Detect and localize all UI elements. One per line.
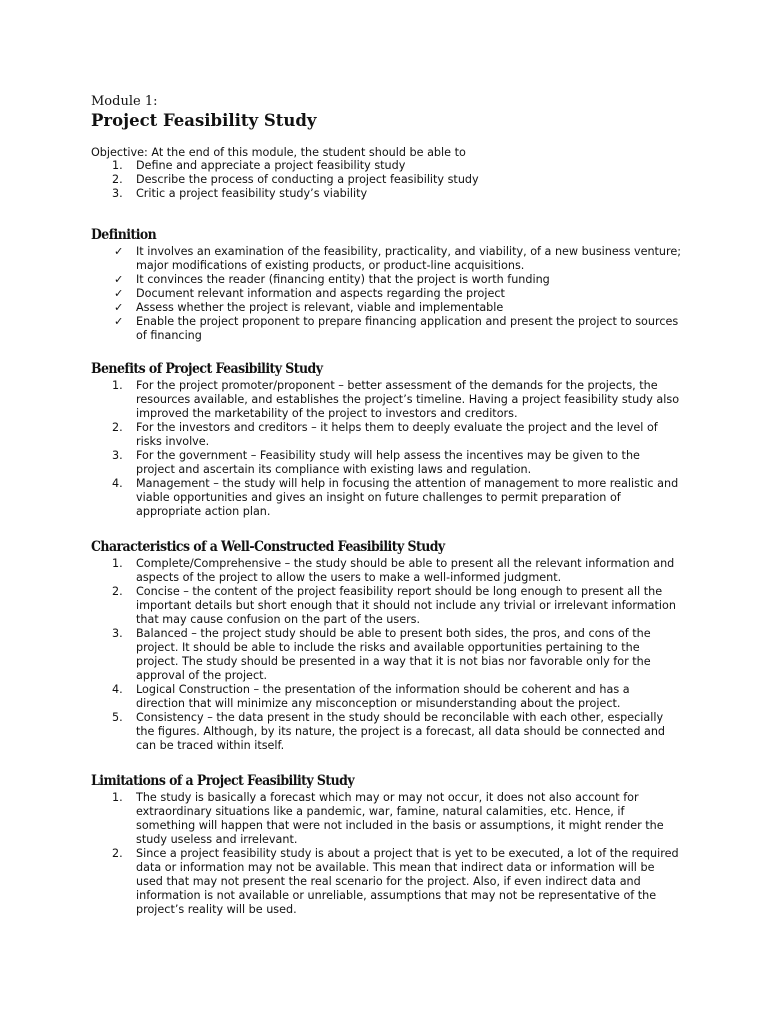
list-item-text: Logical Construction – the presentation of the information should be coherent and has a direction that will minimize any misconception or misunderstanding about the project.	[136, 683, 630, 710]
list-item	[0, 301, 682, 315]
list-item-text: Document relevant information and aspects regarding the project	[136, 287, 505, 300]
list-number: 1.	[112, 379, 123, 392]
module-label: Module 1:	[91, 94, 158, 109]
list-number: 3.	[112, 627, 123, 640]
list-item-text: The study is basically a forecast which may or may not occur, it does not also account for extraordinary situations like a pandemic, war, famine, natural calamities, etc. Hence, if something will happen that were not included in the basis or assumptions, it might render the study useless and irrelevant.	[136, 791, 664, 846]
list-number: 1.	[112, 557, 123, 570]
list-number: 3.	[112, 449, 123, 462]
list-item-text: Consistency – the data present in the study should be reconcilable with each other, especially the figures. Although, by its nature, the project is a forecast, all data should be connected and can be traced within itself.	[136, 711, 666, 752]
list-item-text: Critic a project feasibility study’s viability	[136, 187, 368, 200]
list-item	[0, 557, 682, 585]
list-item-text: Since a project feasibility study is about a project that is yet to be executed, a lot of the required data or information may not be available. This mean that indirect data or information will be used that may not present the real scenario for the project. Also, if even indirect data and information is not available or unreliable, assumptions that may not be representative of the project’s reality will be used.	[136, 847, 679, 916]
list-number: 2.	[112, 847, 123, 860]
list-number: 2.	[112, 173, 123, 186]
list-item-text: Assess whether the project is relevant, viable and implementable	[136, 301, 504, 314]
list-item	[0, 245, 682, 273]
definition-heading: Definition	[91, 227, 157, 243]
list-item-text: Management – the study will help in focusing the attention of management to more realistic and viable opportunities and gives an insight on future challenges to permit preparation of appropriate action plan.	[136, 477, 679, 518]
list-item	[0, 421, 682, 449]
checkmark-icon: ✓	[114, 287, 124, 300]
list-item-text: For the investors and creditors – it helps them to deeply evaluate the project and the level of risks involve.	[136, 421, 658, 448]
list-item	[0, 287, 682, 301]
list-item-text: Balanced – the project study should be able to present both sides, the pros, and cons of the project. It should be able to include the risks and available opportunities pertaining to the project. The study should be presented in a way that it is not bias nor favorable only for the approval of the project.	[136, 627, 651, 682]
list-item	[0, 627, 682, 683]
list-number: 3.	[112, 187, 123, 200]
benefits-list	[0, 379, 682, 519]
list-item	[0, 711, 682, 753]
characteristics-heading: Characteristics of a Well-Constructed Feasibility Study	[91, 539, 445, 555]
objective-intro: Objective: At the end of this module, the student should be able to	[91, 146, 466, 159]
limitations-list	[0, 791, 682, 917]
definition-list	[0, 245, 682, 343]
list-item	[0, 449, 682, 477]
characteristics-list	[0, 557, 682, 753]
list-number: 5.	[112, 711, 123, 724]
list-item-text: For the project promoter/proponent – better assessment of the demands for the projects, the resources available, and establishes the project’s timeline. Having a project feasibility study also improved the marketability of the project to investors and creditors.	[136, 379, 680, 420]
list-item	[0, 847, 682, 917]
list-item-text: Describe the process of conducting a project feasibility study	[136, 173, 479, 186]
checkmark-icon: ✓	[114, 245, 124, 258]
list-item	[0, 173, 682, 187]
list-item	[0, 585, 682, 627]
page-title: Project Feasibility Study	[91, 111, 317, 130]
benefits-heading: Benefits of Project Feasibility Study	[91, 361, 323, 377]
list-item-text: It convinces the reader (financing entity) that the project is worth funding	[136, 273, 550, 286]
list-item	[0, 477, 682, 519]
list-number: 2.	[112, 585, 123, 598]
objective-list	[0, 159, 682, 201]
list-item-text: For the government – Feasibility study will help assess the incentives may be given to the project and ascertain its compliance with existing laws and regulation.	[136, 449, 640, 476]
list-item	[0, 379, 682, 421]
list-item-text: Complete/Comprehensive – the study should be able to present all the relevant information and aspects of the project to allow the users to make a well-informed judgment.	[136, 557, 675, 584]
list-number: 4.	[112, 477, 123, 490]
limitations-heading: Limitations of a Project Feasibility Study	[91, 773, 355, 789]
list-item-text: Concise – the content of the project feasibility report should be long enough to present all the important details but short enough that it should not include any trivial or irrelevant information that may cause confusion on the part of the users.	[136, 585, 676, 626]
checkmark-icon: ✓	[114, 301, 124, 314]
list-item-text: Define and appreciate a project feasibility study	[136, 159, 406, 172]
list-item	[0, 187, 682, 201]
list-item-text: It involves an examination of the feasibility, practicality, and viability, of a new business venture; major modifications of existing products, or product-line acquisitions.	[136, 245, 682, 272]
list-item	[0, 159, 682, 173]
checkmark-icon: ✓	[114, 273, 124, 286]
list-number: 1.	[112, 791, 123, 804]
list-number: 4.	[112, 683, 123, 696]
list-item	[0, 315, 682, 343]
list-item	[0, 683, 682, 711]
list-item	[0, 791, 682, 847]
list-item-text: Enable the project proponent to prepare financing application and present the project to sources of financing	[136, 315, 679, 342]
checkmark-icon: ✓	[114, 315, 124, 328]
list-number: 1.	[112, 159, 123, 172]
list-item	[0, 273, 682, 287]
list-number: 2.	[112, 421, 123, 434]
